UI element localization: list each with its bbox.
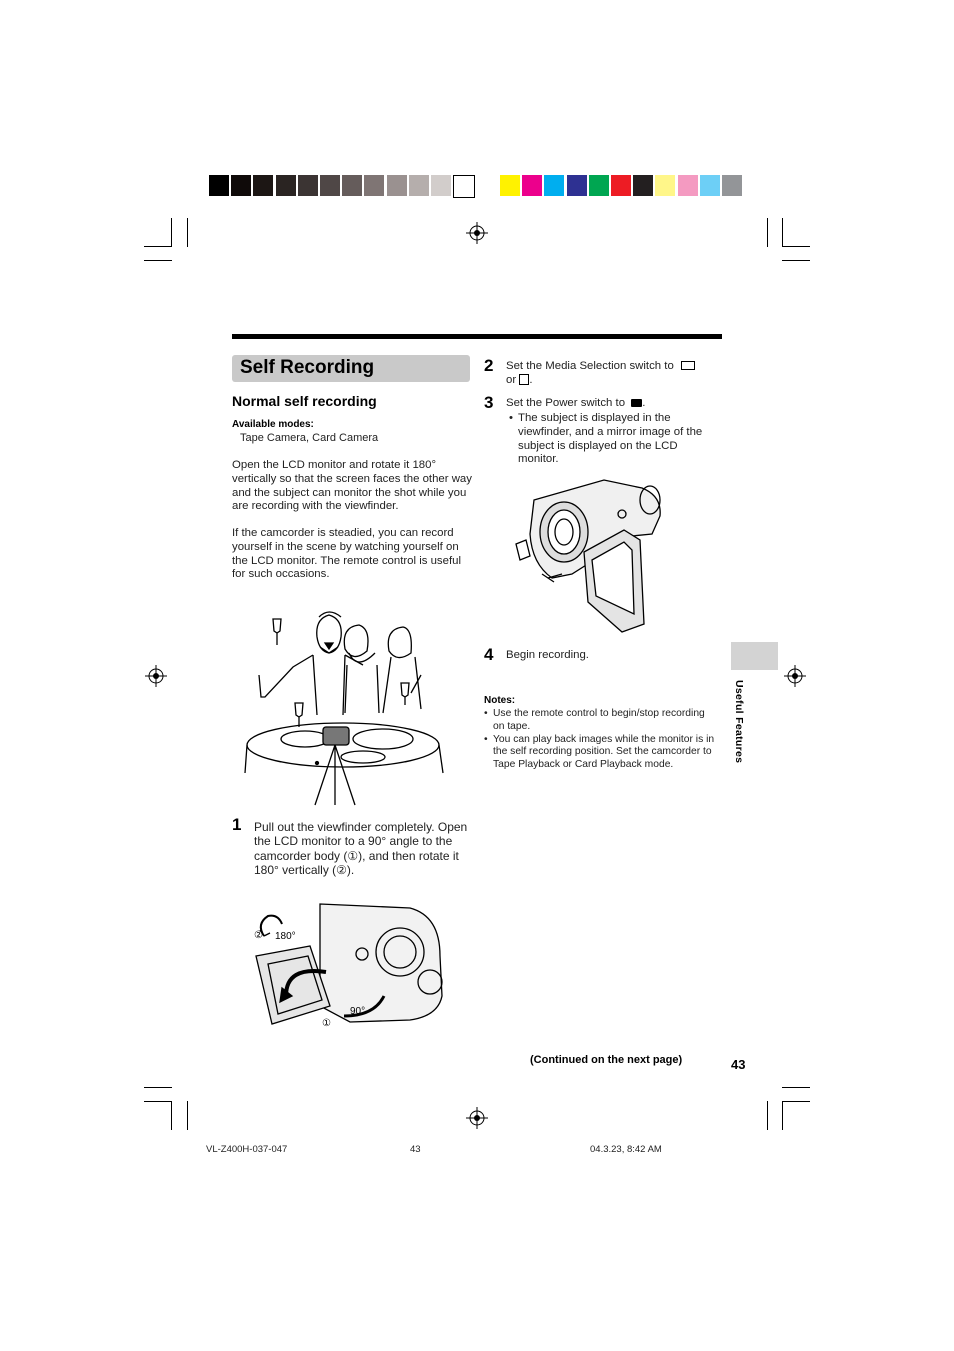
intro-paragraph-1: Open the LCD monitor and rotate it 180° vertically so that the screen faces the other way and the subject can monitor the shot while you are recording with the viewfinder. — [232, 459, 472, 513]
continued-note: (Continued on the next page) — [530, 1054, 683, 1066]
step-2-text-wrap: Set the Media Selection switch to or . — [506, 360, 718, 388]
tape-icon — [681, 361, 695, 370]
notes-list — [484, 708, 716, 772]
color-swatch — [567, 175, 587, 196]
color-swatch — [298, 175, 318, 196]
step-3-bullet: • The subject is displayed in the viewfinder, and a mirror image of the subject is displayed on the LCD monitor. — [509, 412, 721, 467]
color-swatch — [633, 175, 653, 196]
side-section-label: Useful Features — [733, 680, 745, 764]
registration-mark-icon — [784, 665, 806, 687]
step-3-bullets — [509, 412, 721, 467]
section-top-rule — [232, 334, 722, 339]
card-icon — [519, 374, 529, 385]
step-number-2: 2 — [484, 356, 494, 375]
step-number-4: 4 — [484, 645, 494, 664]
angle-180-label: 180° — [275, 931, 296, 942]
step-3-text-wrap: Set the Power switch to . — [506, 397, 646, 409]
page-title: Self Recording — [240, 357, 375, 378]
color-swatch — [611, 175, 631, 196]
notes-item: • You can play back images while the monitor is in the self recording position. Set the camcorder to Tape Playback or Card Playback mode. — [484, 734, 716, 772]
color-swatch — [655, 175, 675, 196]
marker-2-label: ② — [254, 930, 263, 941]
color-swatch — [700, 175, 720, 196]
notes-heading: Notes: — [484, 695, 516, 706]
marker-1-label: ① — [322, 1018, 331, 1029]
step-2-or: or — [506, 373, 517, 386]
section-tab — [731, 642, 778, 670]
footer-timestamp: 04.3.23, 8:42 AM — [590, 1144, 662, 1155]
camcorder-self-recording-position-illustration — [512, 474, 668, 636]
step-number-3: 3 — [484, 393, 494, 412]
intro-paragraph-2: If the camcorder is steadied, you can record yourself in the scene by watching yourself on the LCD monitor. The remote control is useful for such occasions. — [232, 527, 461, 581]
color-swatch — [589, 175, 609, 196]
page-number: 43 — [731, 1057, 746, 1072]
step-number-1: 1 — [232, 815, 242, 834]
camera-icon — [631, 399, 642, 407]
color-swatch — [453, 175, 475, 198]
step-1-text: Pull out the viewfinder completely. Open the LCD monitor to a 90° angle to the camcorder body (①), and then rotate it 180° vertically (②). — [254, 820, 468, 878]
color-swatch — [209, 175, 229, 196]
self-recording-party-illustration — [243, 605, 451, 807]
color-swatch — [253, 175, 273, 196]
color-swatch — [231, 175, 251, 196]
color-swatch — [431, 175, 451, 196]
color-swatch — [364, 175, 384, 196]
color-swatch — [342, 175, 362, 196]
color-swatch — [320, 175, 340, 196]
registration-mark-icon — [466, 1107, 488, 1129]
step-3-text: Set the Power switch to — [506, 397, 626, 409]
step-2-text: Set the Media Selection switch to — [506, 360, 674, 372]
color-swatch — [387, 175, 407, 196]
angle-90-label: 90° — [350, 1006, 366, 1017]
color-swatch — [722, 175, 742, 196]
color-swatch — [409, 175, 429, 196]
section-subtitle: Normal self recording — [232, 393, 377, 409]
footer-file-name: VL-Z400H-037-047 — [206, 1144, 288, 1155]
color-swatch — [678, 175, 698, 196]
color-swatch — [500, 175, 520, 196]
footer-page: 43 — [410, 1144, 421, 1155]
available-modes-value: Tape Camera, Card Camera — [240, 432, 379, 444]
registration-mark-icon — [466, 222, 488, 244]
color-swatch — [276, 175, 296, 196]
camcorder-lcd-rotation-illustration — [250, 896, 455, 1030]
step-4-text: Begin recording. — [506, 649, 589, 661]
registration-mark-icon — [145, 665, 167, 687]
color-swatch — [522, 175, 542, 196]
available-modes-label: Available modes: — [232, 419, 314, 430]
notes-item: • Use the remote control to begin/stop recording on tape. — [484, 708, 716, 734]
color-swatch — [544, 175, 564, 196]
